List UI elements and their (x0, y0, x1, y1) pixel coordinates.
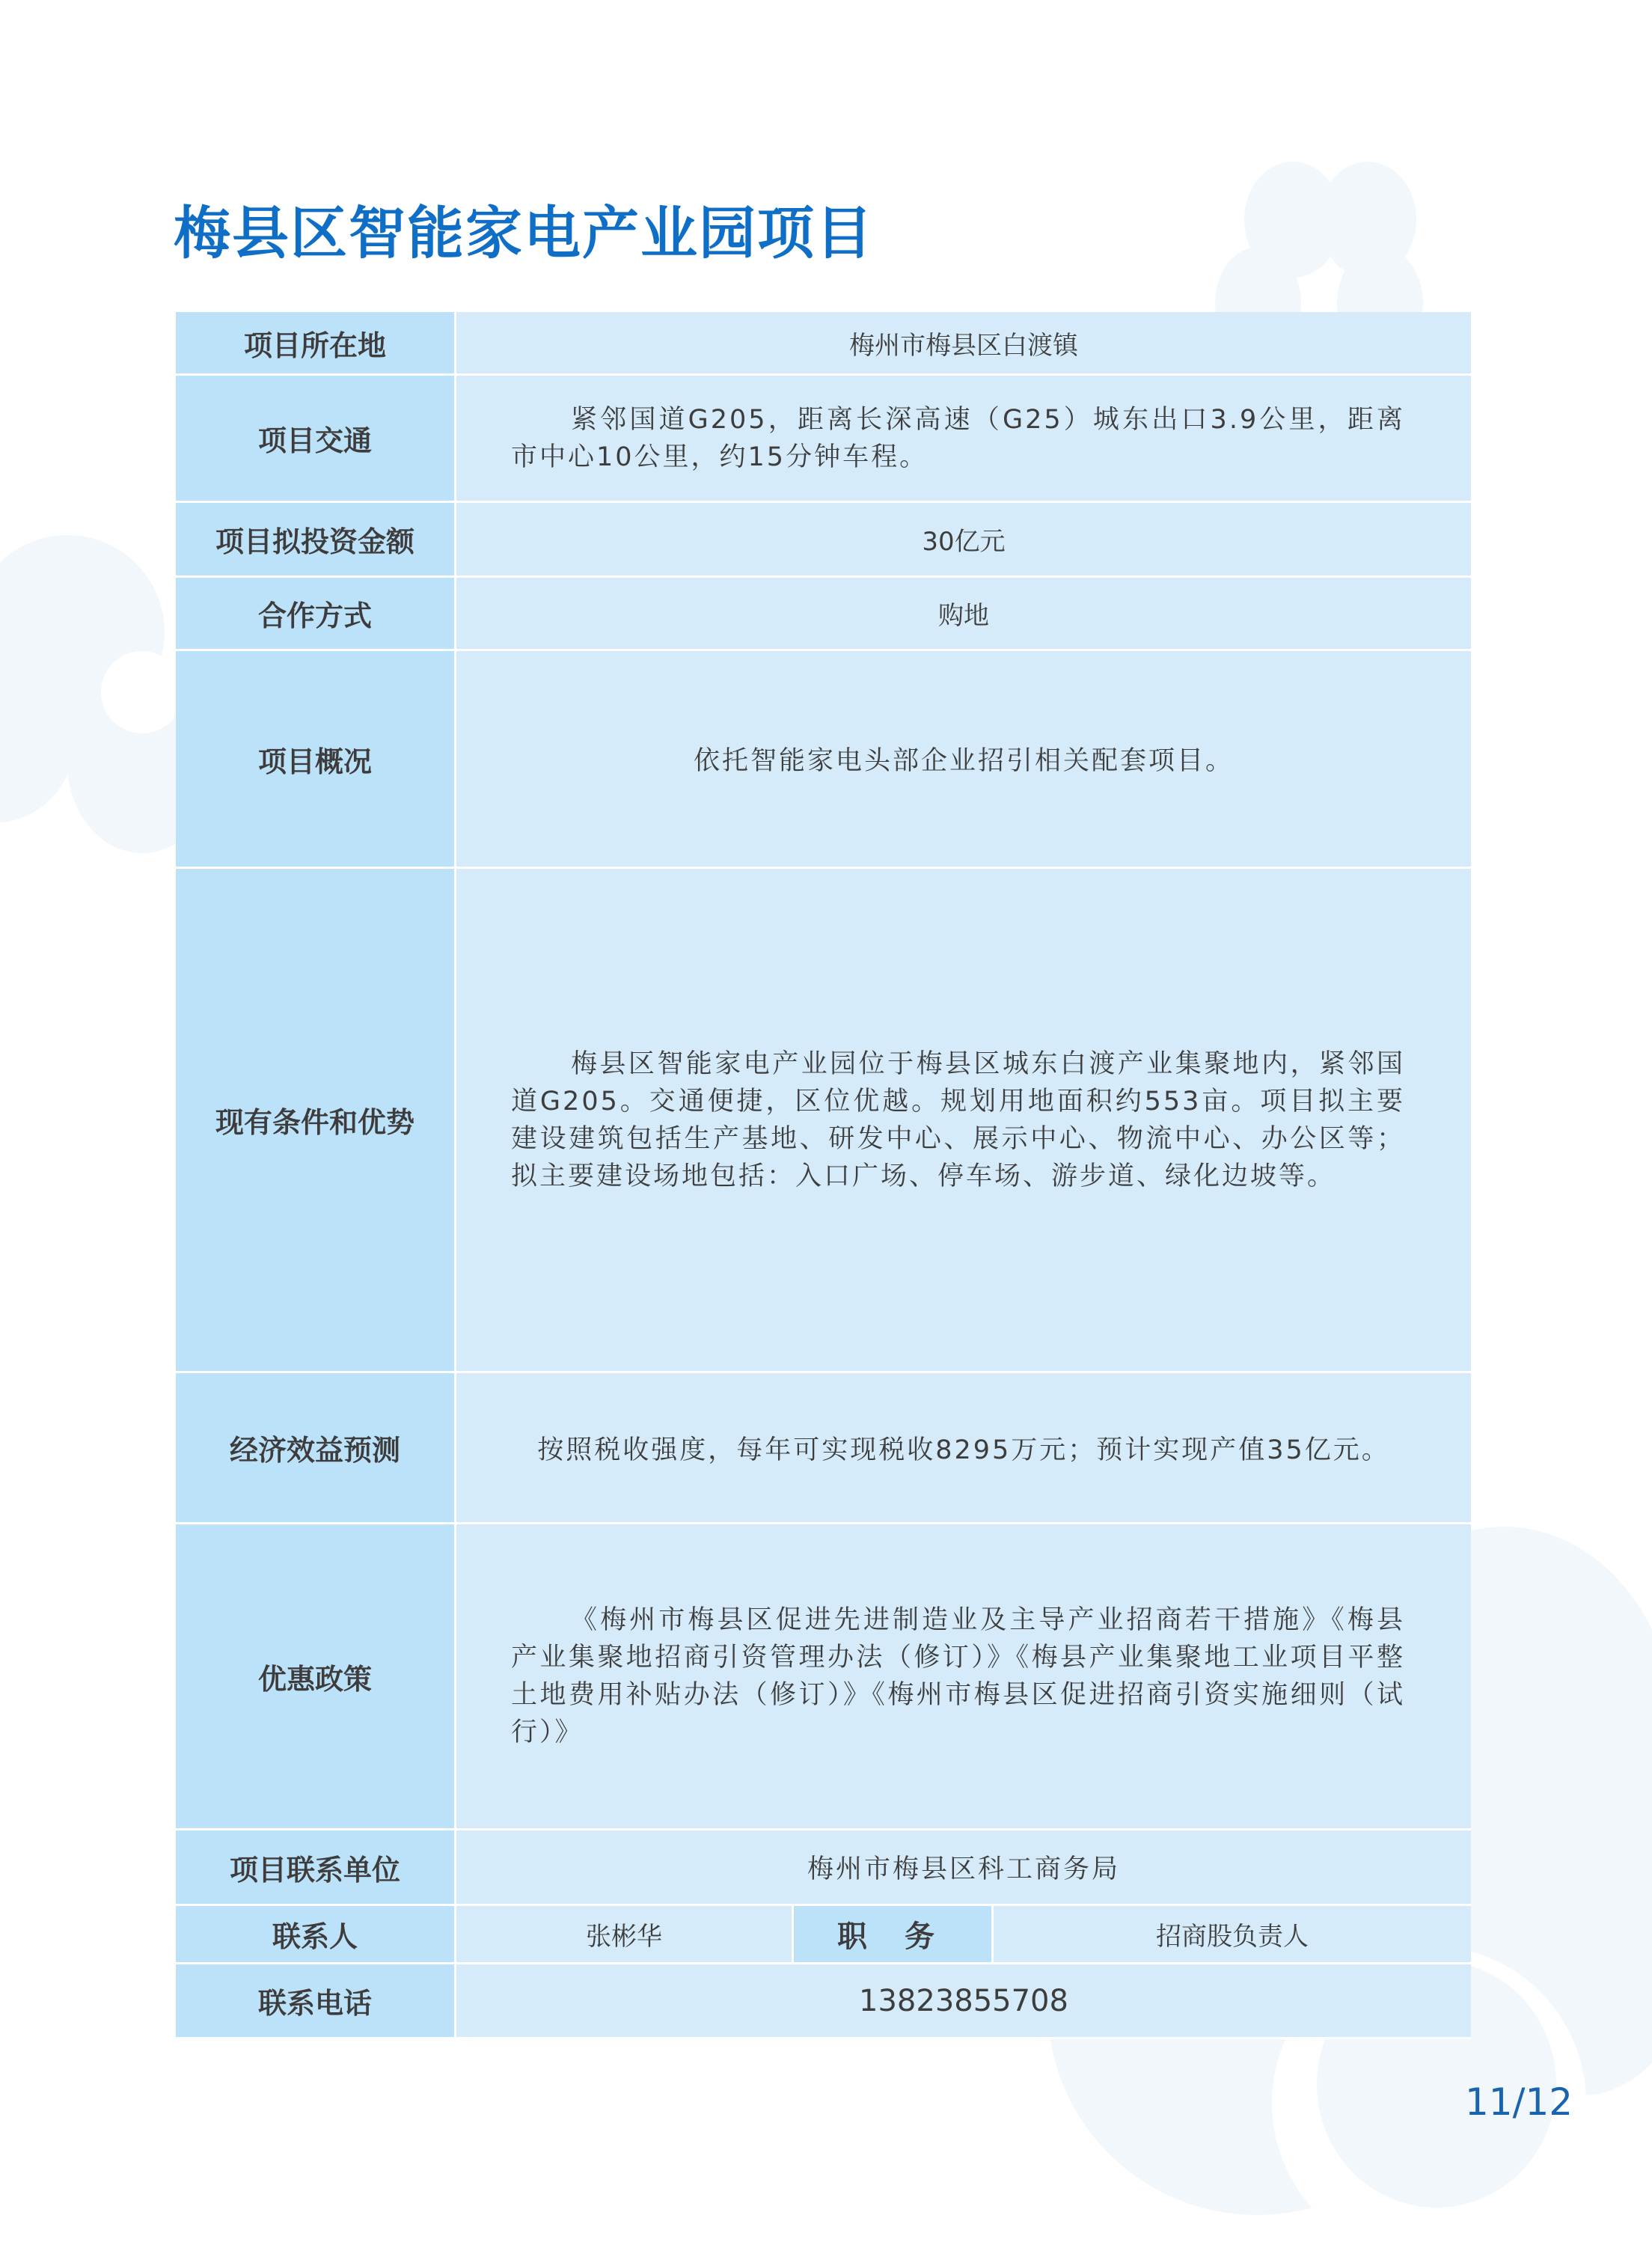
row-label: 联系人 (176, 1906, 456, 1964)
table-row-contact-unit (176, 1830, 1471, 1906)
job-title-label: 职 务 (794, 1906, 994, 1964)
table-row-contact-person (176, 1906, 1471, 1964)
row-value-container (456, 1524, 1471, 1830)
row-value: 按照税收强度，每年可实现税收8295万元；预计实现产值35亿元。 (456, 1373, 1471, 1524)
table-row-overview (176, 651, 1471, 869)
row-label: 项目拟投资金额 (176, 503, 456, 578)
table-row-location (176, 312, 1471, 376)
row-value: 梅州市梅县区科工商务局 (456, 1830, 1471, 1906)
row-value-container (456, 376, 1471, 503)
row-value-container (456, 869, 1471, 1373)
row-value: 梅县区智能家电产业园位于梅县区城东白渡产业集聚地内，紧邻国道G205。交通便捷，区位优越。规划用地面积约553亩。项目拟主要建设建筑包括生产基地、研发中心、展示中心、物流中心、办公区等；拟主要建设场地包括：入口广场、停车场、游步道、绿化边坡等。 (511, 1048, 1405, 1191)
row-value: 购地 (456, 578, 1471, 651)
row-value: 《梅州市梅县区促进先进制造业及主导产业招商若干措施》《梅县产业集聚地招商引资管理办法（修订）》《梅县产业集聚地工业项目平整土地费用补贴办法（修订）》《梅州市梅县区促进招商引资实施细则（试行）》 (511, 1605, 1405, 1747)
table-row-policies (176, 1524, 1471, 1830)
row-label: 项目概况 (176, 651, 456, 869)
table-row-investment (176, 503, 1471, 578)
table-row-phone (176, 1964, 1471, 2039)
row-value: 30亿元 (456, 503, 1471, 578)
row-label: 经济效益预测 (176, 1373, 456, 1524)
row-label: 优惠政策 (176, 1524, 456, 1830)
row-value: 梅州市梅县区白渡镇 (456, 312, 1471, 376)
page-number: 11/12 (1465, 2080, 1573, 2124)
table-row-transport (176, 376, 1471, 503)
row-label: 项目交通 (176, 376, 456, 503)
row-value: 依托智能家电头部企业招引相关配套项目。 (456, 651, 1471, 869)
job-title-value: 招商股负责人 (994, 1906, 1471, 1964)
row-value: 紧邻国道G205，距离长深高速（G25）城东出口3.9公里，距离市中心10公里，约15分钟车程。 (511, 404, 1405, 472)
phone-number: 13823855708 (456, 1964, 1471, 2039)
decoration-flower-left-center (101, 651, 183, 733)
row-label: 联系电话 (176, 1964, 456, 2039)
table-row-cooperation (176, 578, 1471, 651)
row-label: 现有条件和优势 (176, 869, 456, 1373)
row-label: 合作方式 (176, 578, 456, 651)
page-title: 梅县区智能家电产业园项目 (174, 200, 874, 266)
row-label: 项目联系单位 (176, 1830, 456, 1906)
table-row-advantages (176, 869, 1471, 1373)
contact-person-name: 张彬华 (456, 1906, 794, 1964)
row-label: 项目所在地 (176, 312, 456, 376)
table-row-economic-forecast (176, 1373, 1471, 1524)
